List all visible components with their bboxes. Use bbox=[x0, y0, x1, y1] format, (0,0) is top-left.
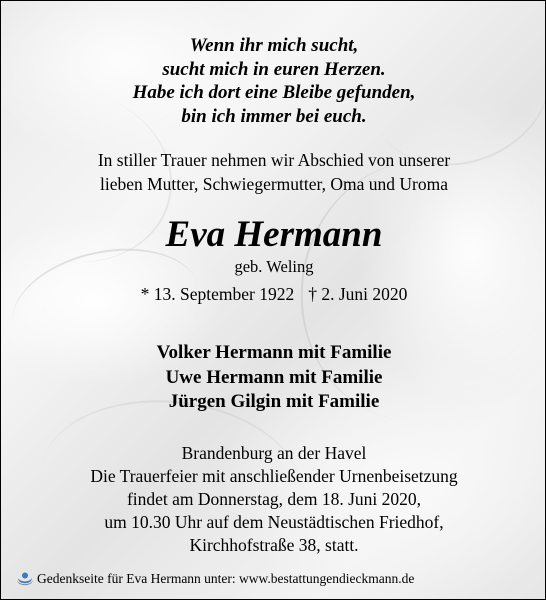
birth-date: * 13. September 1922 bbox=[140, 284, 295, 304]
family-entry: Uwe Hermann mit Familie bbox=[165, 366, 383, 388]
service-line: Die Trauerfeier mit anschließender Urnenbeisetzung bbox=[90, 466, 458, 486]
deceased-name: Eva Hermann bbox=[165, 214, 383, 255]
service-line: Brandenburg an der Havel bbox=[181, 443, 367, 463]
mourning-families bbox=[1, 341, 546, 415]
farewell-intro bbox=[1, 149, 546, 196]
memorial-page-link[interactable]: www.bestattungendieckmann.de bbox=[239, 570, 415, 586]
intro-line: lieben Mutter, Schwiegermutter, Oma und Uroma bbox=[99, 173, 449, 194]
family-entry: Volker Hermann mit Familie bbox=[156, 342, 392, 363]
service-line: um 10.30 Uhr auf dem Neustädtischen Friedhof, bbox=[104, 512, 444, 532]
memorial-page-label: Gedenkseite für Eva Hermann unter: bbox=[37, 570, 236, 586]
verse-line: bin ich immer bei euch. bbox=[181, 105, 367, 127]
verse-line: Habe ich dort eine Bleibe gefunden, bbox=[132, 82, 416, 103]
memorial-logo-icon bbox=[15, 569, 35, 589]
death-date: † 2. Juni 2020 bbox=[308, 284, 408, 304]
family-entry: Jürgen Gilgin mit Familie bbox=[168, 391, 380, 412]
memorial-verse bbox=[1, 34, 546, 128]
funeral-details bbox=[1, 442, 546, 557]
maiden-name: geb. Weling bbox=[234, 257, 314, 276]
life-dates bbox=[1, 282, 546, 306]
service-line: findet am Donnerstag, dem 18. Juni 2020, bbox=[126, 489, 422, 509]
memorial-page-footer bbox=[15, 567, 541, 589]
verse-line: Wenn ihr mich sucht, bbox=[189, 35, 359, 56]
verse-line: sucht mich in euren Herzen. bbox=[162, 58, 386, 80]
intro-line: In stiller Trauer nehmen wir Abschied von unserer bbox=[97, 150, 451, 170]
service-line: Kirchhofstraße 38, statt. bbox=[189, 535, 359, 555]
